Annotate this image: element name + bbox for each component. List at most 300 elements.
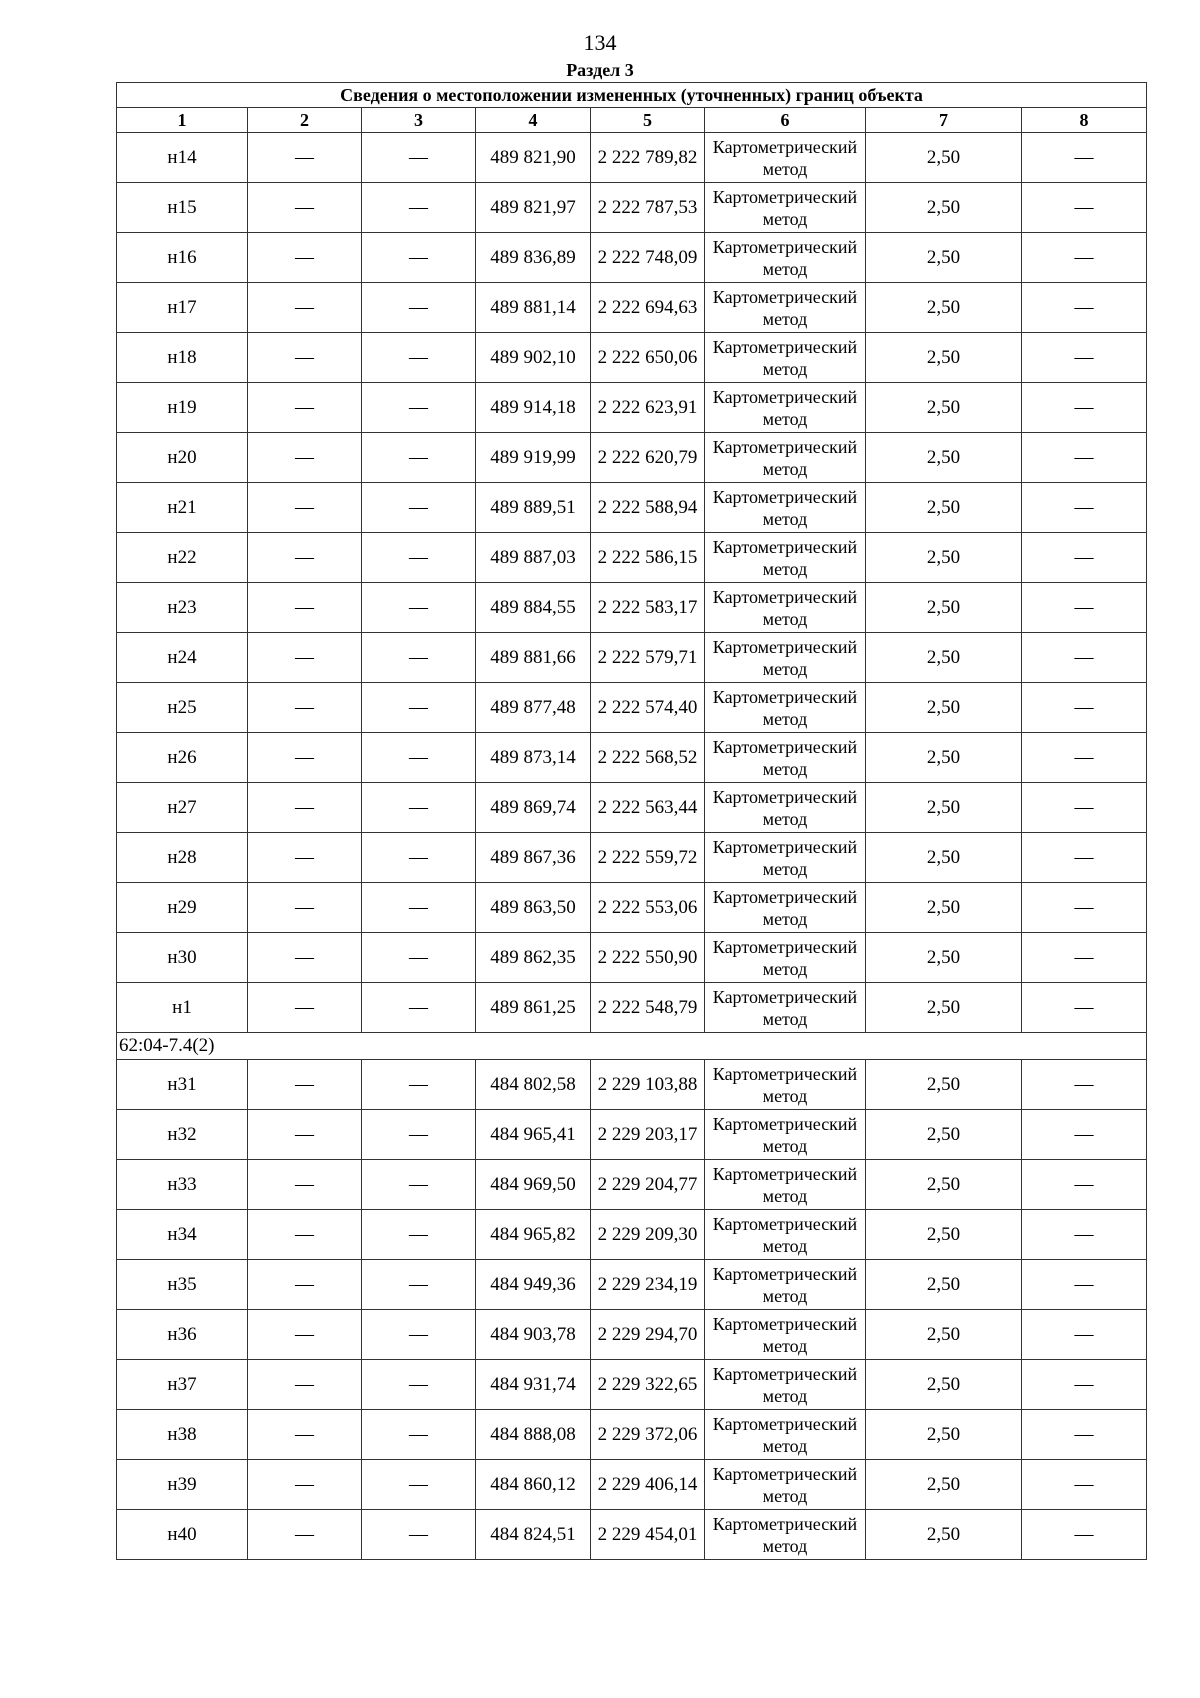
y-coordinate-cell: 2 222 548,79 [591,983,705,1033]
dash-cell [248,383,362,433]
point-cell: н31 [117,1060,248,1110]
dash-mark: — [409,1073,428,1095]
column-number-row [117,108,1147,133]
accuracy-cell: 2,50 [866,983,1022,1033]
x-coordinate-cell: 489 863,50 [476,883,591,933]
dash-mark: — [409,1273,428,1295]
accuracy-cell: 2,50 [866,183,1022,233]
method-cell: Картометрический метод [705,1210,866,1260]
method-cell: Картометрический метод [705,383,866,433]
dash-cell [1022,1360,1147,1410]
y-coordinate-cell: 2 222 563,44 [591,783,705,833]
dash-cell [1022,1210,1147,1260]
accuracy-cell: 2,50 [866,833,1022,883]
dash-cell [1022,283,1147,333]
y-coordinate-cell: 2 229 372,06 [591,1410,705,1460]
dash-mark: — [295,696,314,718]
y-coordinate-cell: 2 222 748,09 [591,233,705,283]
point-cell: н18 [117,333,248,383]
dash-cell [248,333,362,383]
x-coordinate-cell: 484 802,58 [476,1060,591,1110]
dash-cell [362,833,476,883]
y-coordinate-cell: 2 222 620,79 [591,433,705,483]
x-coordinate-cell: 489 881,66 [476,633,591,683]
dash-mark: — [409,346,428,368]
dash-cell [1022,883,1147,933]
dash-cell [1022,133,1147,183]
dash-cell [1022,233,1147,283]
dash-cell [362,1110,476,1160]
dash-cell [248,233,362,283]
y-coordinate-cell: 2 222 550,90 [591,933,705,983]
y-coordinate-cell: 2 222 568,52 [591,733,705,783]
table-row [117,1510,1147,1560]
dash-mark: — [295,146,314,168]
dash-mark: — [409,446,428,468]
table-row [117,183,1147,233]
x-coordinate-cell: 484 965,41 [476,1110,591,1160]
dash-mark: — [409,546,428,568]
dash-cell [362,1260,476,1310]
dash-cell [1022,483,1147,533]
method-cell: Картометрический метод [705,433,866,483]
dash-mark: — [1074,746,1094,768]
accuracy-cell: 2,50 [866,1260,1022,1310]
dash-mark: — [295,1123,314,1145]
method-cell: Картометрический метод [705,1060,866,1110]
accuracy-cell: 2,50 [866,133,1022,183]
point-cell: н37 [117,1360,248,1410]
accuracy-cell: 2,50 [866,583,1022,633]
x-coordinate-cell: 489 836,89 [476,233,591,283]
dash-cell [362,133,476,183]
y-coordinate-cell: 2 222 553,06 [591,883,705,933]
x-coordinate-cell: 489 914,18 [476,383,591,433]
accuracy-cell: 2,50 [866,233,1022,283]
accuracy-cell: 2,50 [866,1160,1022,1210]
dash-mark: — [1074,1073,1094,1095]
dash-cell [248,1460,362,1510]
table-row [117,883,1147,933]
dash-mark: — [409,296,428,318]
y-coordinate-cell: 2 222 787,53 [591,183,705,233]
dash-cell [248,1510,362,1560]
dash-cell [1022,533,1147,583]
point-cell: н25 [117,683,248,733]
dash-mark: — [1074,1423,1094,1445]
y-coordinate-cell: 2 229 294,70 [591,1310,705,1360]
dash-mark: — [1074,1373,1094,1395]
dash-mark: — [295,546,314,568]
accuracy-cell: 2,50 [866,633,1022,683]
dash-mark: — [295,946,314,968]
dash-cell [362,533,476,583]
point-cell: н34 [117,1210,248,1260]
dash-cell [248,183,362,233]
dash-cell [362,183,476,233]
column-number: 2 [248,108,362,133]
dash-mark: — [295,1473,314,1495]
dash-cell [248,1410,362,1460]
dash-mark: — [1074,696,1094,718]
table-row [117,733,1147,783]
point-cell: н36 [117,1310,248,1360]
dash-cell [248,833,362,883]
dash-cell [362,283,476,333]
dash-cell [248,1060,362,1110]
x-coordinate-cell: 489 867,36 [476,833,591,883]
method-cell: Картометрический метод [705,733,866,783]
accuracy-cell: 2,50 [866,1460,1022,1510]
x-coordinate-cell: 489 884,55 [476,583,591,633]
column-number: 1 [117,108,248,133]
column-number: 7 [866,108,1022,133]
dash-mark: — [295,1223,314,1245]
dash-cell [362,233,476,283]
dash-cell [248,783,362,833]
dash-mark: — [295,746,314,768]
table-row [117,1110,1147,1160]
dash-mark: — [409,946,428,968]
method-cell: Картометрический метод [705,183,866,233]
dash-mark: — [409,146,428,168]
dash-mark: — [409,396,428,418]
dash-cell [1022,1310,1147,1360]
x-coordinate-cell: 489 881,14 [476,283,591,333]
y-coordinate-cell: 2 222 623,91 [591,383,705,433]
x-coordinate-cell: 489 821,97 [476,183,591,233]
table-row [117,633,1147,683]
dash-mark: — [409,196,428,218]
table-row [117,1310,1147,1360]
dash-cell [1022,733,1147,783]
dash-mark: — [1074,1123,1094,1145]
table-row [117,1260,1147,1310]
dash-cell [248,1360,362,1410]
dash-cell [248,883,362,933]
table-row [117,333,1147,383]
x-coordinate-cell: 489 873,14 [476,733,591,783]
table-row [117,383,1147,433]
dash-cell [362,683,476,733]
dash-cell [248,683,362,733]
boundary-coordinates-table [116,82,1147,1560]
accuracy-cell: 2,50 [866,1310,1022,1360]
method-cell: Картометрический метод [705,1360,866,1410]
dash-mark: — [295,1523,314,1545]
method-cell: Картометрический метод [705,583,866,633]
accuracy-cell: 2,50 [866,1360,1022,1410]
dash-cell [1022,333,1147,383]
dash-mark: — [1074,846,1094,868]
table-row [117,133,1147,183]
dash-mark: — [1074,1173,1094,1195]
y-coordinate-cell: 2 229 406,14 [591,1460,705,1510]
dash-mark: — [409,1223,428,1245]
dash-cell [1022,1160,1147,1210]
y-coordinate-cell: 2 229 204,77 [591,1160,705,1210]
table-row [117,283,1147,333]
method-cell: Картометрический метод [705,683,866,733]
dash-mark: — [295,846,314,868]
point-cell: н23 [117,583,248,633]
x-coordinate-cell: 489 821,90 [476,133,591,183]
method-cell: Картометрический метод [705,983,866,1033]
dash-cell [362,1360,476,1410]
table-row [117,433,1147,483]
dash-cell [362,583,476,633]
dash-mark: — [295,346,314,368]
table-row [117,833,1147,883]
x-coordinate-cell: 484 903,78 [476,1310,591,1360]
dash-mark: — [1074,996,1094,1018]
y-coordinate-cell: 2 222 650,06 [591,333,705,383]
dash-mark: — [295,446,314,468]
dash-mark: — [409,696,428,718]
point-cell: н1 [117,983,248,1033]
dash-mark: — [409,896,428,918]
accuracy-cell: 2,50 [866,933,1022,983]
dash-cell [1022,433,1147,483]
page-number: 134 [583,30,617,55]
section-title: Раздел 3 [566,60,634,80]
dash-cell [1022,633,1147,683]
dash-cell [362,1510,476,1560]
point-cell: н22 [117,533,248,583]
method-cell: Картометрический метод [705,1410,866,1460]
dash-cell [1022,1110,1147,1160]
table-row [117,583,1147,633]
dash-cell [248,1210,362,1260]
dash-mark: — [1074,496,1094,518]
point-cell: н27 [117,783,248,833]
y-coordinate-cell: 2 222 586,15 [591,533,705,583]
method-cell: Картометрический метод [705,883,866,933]
group-label: 62:04-7.4(2) [117,1033,1147,1060]
dash-mark: — [1074,1223,1094,1245]
accuracy-cell: 2,50 [866,733,1022,783]
method-cell: Картометрический метод [705,483,866,533]
y-coordinate-cell: 2 229 322,65 [591,1360,705,1410]
y-coordinate-cell: 2 229 209,30 [591,1210,705,1260]
y-coordinate-cell: 2 222 574,40 [591,683,705,733]
dash-mark: — [1074,646,1094,668]
dash-mark: — [295,646,314,668]
dash-mark: — [409,246,428,268]
dash-mark: — [295,246,314,268]
dash-mark: — [1074,1323,1094,1345]
method-cell: Картометрический метод [705,833,866,883]
point-cell: н15 [117,183,248,233]
accuracy-cell: 2,50 [866,883,1022,933]
dash-mark: — [1074,196,1094,218]
dash-mark: — [1074,346,1094,368]
column-number: 8 [1022,108,1147,133]
accuracy-cell: 2,50 [866,483,1022,533]
column-number: 3 [362,108,476,133]
dash-mark: — [295,196,314,218]
dash-mark: — [1074,896,1094,918]
method-cell: Картометрический метод [705,1310,866,1360]
table-caption-row [117,83,1147,108]
table-row [117,1360,1147,1410]
dash-cell [1022,1260,1147,1310]
table-row [117,1410,1147,1460]
method-cell: Картометрический метод [705,1260,866,1310]
accuracy-cell: 2,50 [866,1110,1022,1160]
table-row [117,983,1147,1033]
accuracy-cell: 2,50 [866,1410,1022,1460]
point-cell: н24 [117,633,248,683]
dash-mark: — [1074,946,1094,968]
dash-cell [362,783,476,833]
point-cell: н40 [117,1510,248,1560]
dash-mark: — [295,1373,314,1395]
dash-mark: — [1074,1273,1094,1295]
method-cell: Картометрический метод [705,1160,866,1210]
dash-cell [1022,1510,1147,1560]
point-cell: н29 [117,883,248,933]
dash-mark: — [409,1173,428,1195]
dash-cell [1022,1410,1147,1460]
dash-mark: — [409,646,428,668]
column-number: 5 [591,108,705,133]
dash-cell [1022,983,1147,1033]
dash-cell [1022,933,1147,983]
x-coordinate-cell: 489 919,99 [476,433,591,483]
dash-cell [248,1160,362,1210]
dash-cell [362,433,476,483]
dash-mark: — [295,996,314,1018]
x-coordinate-cell: 489 902,10 [476,333,591,383]
table-row [117,1160,1147,1210]
x-coordinate-cell: 484 860,12 [476,1460,591,1510]
table-row [117,1060,1147,1110]
dash-cell [362,383,476,433]
dash-cell [1022,1060,1147,1110]
accuracy-cell: 2,50 [866,1060,1022,1110]
dash-mark: — [295,1073,314,1095]
dash-cell [362,333,476,383]
group-row [117,1033,1147,1060]
dash-mark: — [409,996,428,1018]
dash-cell [248,933,362,983]
dash-mark: — [409,1423,428,1445]
y-coordinate-cell: 2 222 694,63 [591,283,705,333]
dash-cell [248,133,362,183]
dash-mark: — [295,1423,314,1445]
accuracy-cell: 2,50 [866,333,1022,383]
dash-mark: — [1074,1473,1094,1495]
y-coordinate-cell: 2 229 103,88 [591,1060,705,1110]
dash-cell [1022,1460,1147,1510]
point-cell: н20 [117,433,248,483]
point-cell: н32 [117,1110,248,1160]
point-cell: н38 [117,1410,248,1460]
x-coordinate-cell: 489 877,48 [476,683,591,733]
dash-mark: — [1074,596,1094,618]
dash-cell [362,733,476,783]
x-coordinate-cell: 484 969,50 [476,1160,591,1210]
dash-cell [248,483,362,533]
x-coordinate-cell: 484 965,82 [476,1210,591,1260]
dash-mark: — [1074,296,1094,318]
dash-cell [362,483,476,533]
x-coordinate-cell: 489 861,25 [476,983,591,1033]
x-coordinate-cell: 489 887,03 [476,533,591,583]
point-cell: н30 [117,933,248,983]
x-coordinate-cell: 489 869,74 [476,783,591,833]
x-coordinate-cell: 489 862,35 [476,933,591,983]
dash-mark: — [295,896,314,918]
dash-cell [1022,683,1147,733]
y-coordinate-cell: 2 222 583,17 [591,583,705,633]
dash-mark: — [295,296,314,318]
dash-mark: — [295,796,314,818]
dash-cell [248,983,362,1033]
dash-mark: — [295,1273,314,1295]
method-cell: Картометрический метод [705,283,866,333]
dash-mark: — [409,1523,428,1545]
dash-cell [248,1310,362,1360]
dash-cell [248,433,362,483]
y-coordinate-cell: 2 222 579,71 [591,633,705,683]
method-cell: Картометрический метод [705,933,866,983]
dash-cell [248,283,362,333]
dash-cell [362,883,476,933]
dash-mark: — [1074,396,1094,418]
dash-cell [362,1210,476,1260]
dash-cell [248,633,362,683]
method-cell: Картометрический метод [705,783,866,833]
method-cell: Картометрический метод [705,633,866,683]
point-cell: н21 [117,483,248,533]
dash-mark: — [295,596,314,618]
dash-mark: — [295,1323,314,1345]
y-coordinate-cell: 2 222 559,72 [591,833,705,883]
table-caption: Сведения о местоположении измененных (уточненных) границ объекта [117,83,1147,108]
accuracy-cell: 2,50 [866,783,1022,833]
point-cell: н28 [117,833,248,883]
dash-mark: — [295,396,314,418]
dash-mark: — [1074,1523,1094,1545]
point-cell: н26 [117,733,248,783]
point-cell: н14 [117,133,248,183]
point-cell: н33 [117,1160,248,1210]
point-cell: н39 [117,1460,248,1510]
dash-cell [1022,783,1147,833]
dash-mark: — [295,1173,314,1195]
dash-cell [362,933,476,983]
point-cell: н19 [117,383,248,433]
point-cell: н16 [117,233,248,283]
dash-cell [1022,383,1147,433]
dash-cell [248,733,362,783]
column-number: 6 [705,108,866,133]
dash-cell [248,1110,362,1160]
dash-cell [362,1060,476,1110]
method-cell: Картометрический метод [705,133,866,183]
dash-mark: — [1074,796,1094,818]
x-coordinate-cell: 484 949,36 [476,1260,591,1310]
dash-cell [362,633,476,683]
dash-mark: — [295,496,314,518]
table-row [117,483,1147,533]
dash-cell [362,1410,476,1460]
accuracy-cell: 2,50 [866,1510,1022,1560]
table-row [117,233,1147,283]
dash-cell [1022,183,1147,233]
